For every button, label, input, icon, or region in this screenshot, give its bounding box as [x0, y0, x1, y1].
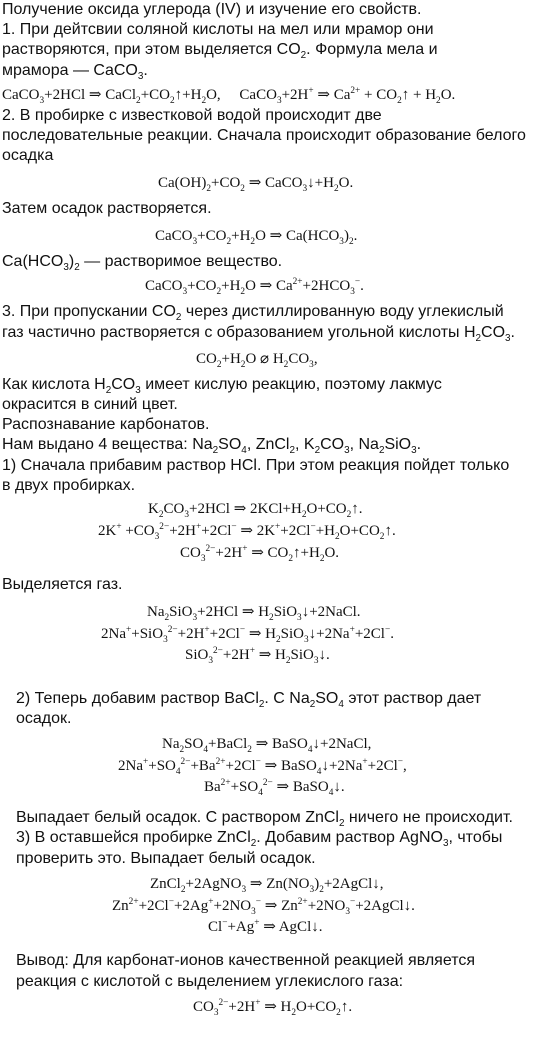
text-line: газ частично растворяется с образованием угольной кислоты $H_2CO_3$.	[2, 324, 515, 345]
equation-line: ZnCl$_2$+2AgNO$_3$ ⇒ $Zn(NO_3)_2+2AgCl↓$,	[150, 876, 384, 895]
text-line: растворяются, при этом выделяется $CO_2$. Формула мела и	[2, 41, 438, 62]
equation-line: 2Na++SiO$_3^{2-}$+2H++2Cl− ⇒ $H_2SiO_3↓+2Na^++2Cl^-$.	[101, 625, 394, 645]
equation-line: $K_2CO_3+2HCl$ ⇒ $2KCl+H_2O+CO_2↑$.	[148, 501, 363, 520]
text-line: осадка	[2, 147, 54, 164]
text-line: 3) В оставшейся пробирке ZnCl$_2$. Добавим раствор AgNO$_3$, чтобы	[16, 829, 503, 850]
equation-line: $Na_2SO_4+BaCl_2$ ⇒ BaSO$_4$↓+2NaCl,	[162, 736, 372, 755]
text-line: Затем осадок растворяется.	[2, 200, 212, 217]
equation-line: $2Na^++SO_4^{2-}+Ba^{2+}+2Cl^-$ ⇒ BaSO$_4$↓+2Na++2Cl−,	[118, 757, 407, 777]
equation-line: $Ca(OH)_2+CO_2$ ⇒ $CaCO_3↓+H_2O$.	[158, 175, 354, 194]
equation-line: $2K^+ +CO_3^{2-}+2H^++2Cl^-$ ⇒ $2K^++2Cl^-+H_2O+CO_2↑$.	[98, 522, 396, 542]
text-line: 1) Сначала прибавим раствор HCl. При этом реакция пойдет только	[2, 457, 510, 474]
text-line: 2. В пробирке с известковой водой происходит две	[2, 107, 382, 124]
equation-line: $CO_3^{2-}+2H^+$ ⇒ $H_2O+CO_2↑$.	[193, 998, 353, 1018]
equation-line: $CaCO_3+CO_2+H_2O$ ⇒ $Ca^{2+}+2HCO_3^-$.	[145, 277, 364, 297]
text-line: окрасится в синий цвет.	[2, 396, 178, 413]
text-line: 3. При пропускании $CO_2$ через дистиллированную воду углекислый	[2, 303, 504, 324]
text-line: последовательные реакции. Сначала происходит образование белого	[2, 127, 526, 144]
text-line: $Ca(HCO_3)_2$ — растворимое вещество.	[2, 253, 283, 274]
equation-line: CaCO$_3$+2HCl ⇒ $CaCl_2+CO_2↑+H_2O$, CaCO$_3$+2H+ ⇒ $Ca^{2+}$ + $CO_2↑ + H_2O$.	[2, 86, 456, 106]
text-line: реакция с кислотой с выделением углекислого газа:	[16, 973, 404, 990]
text-line: осадок.	[16, 710, 72, 727]
equation-line: $Ba^{2+}+SO_4^{2-}$ ⇒ BaSO$_4$↓.	[204, 778, 345, 798]
text-line: мрамора — CaCO$_3$.	[2, 62, 148, 83]
equation-line: Cl−+Ag+ ⇒ AgCl↓.	[208, 918, 323, 935]
equation-line: $CO_3^{2-}+2H^+$ ⇒ $CO_2↑+H_2O$.	[180, 544, 340, 564]
text-line: 2) Теперь добавим раствор BaCl$_2$. С $Na_2SO_4$ этот раствор дает	[16, 690, 482, 711]
text-line: Вывод: Для карбонат-ионов качественной реакцией является	[16, 952, 475, 969]
equation-line: $CO_2+H_2O$ ⌀ $H_2CO_3$,	[196, 351, 318, 370]
text-line-title: Получение оксида углерода (IV) и изучение его свойств.	[2, 1, 422, 18]
text-line: Выпадает белый осадок. С раствором ZnCl$_2$ ничего не происходит.	[16, 809, 513, 830]
text-line: Нам выдано 4 вещества: $Na_2SO_4$, ZnCl$_2$, $K_2CO_3$, $Na_2SiO_3$.	[2, 436, 422, 457]
text-line: проверить это. Выпадает белый осадок.	[16, 850, 316, 867]
equation-line: SiO$_3^{2-}$+2H+ ⇒ $H_2SiO_3↓$.	[185, 646, 330, 666]
text-line: в двух пробирках.	[2, 477, 136, 494]
equation-line: $Na_2SiO_3+2HCl$ ⇒ $H_2SiO_3↓+2NaCl$.	[147, 604, 361, 623]
text-line: Выделяется газ.	[2, 576, 123, 593]
text-line: 1. При дейтсвии соляной кислоты на мел или мрамор они	[2, 21, 434, 38]
equation-line: $CaCO_3+CO_2+H_2O$ ⇒ $Ca(HCO_3)_2$.	[155, 228, 358, 247]
text-line: Как кислота $H_2CO_3$ имеет кислую реакцию, поэтому лакмус	[2, 376, 442, 397]
equation-line: $Zn^{2+}+2Cl^-+2Ag^++2NO_3^-$ ⇒ $Zn^{2+}+2NO_3^-+2AgCl↓$.	[112, 897, 415, 917]
text-line: Распознавание карбонатов.	[2, 416, 210, 433]
